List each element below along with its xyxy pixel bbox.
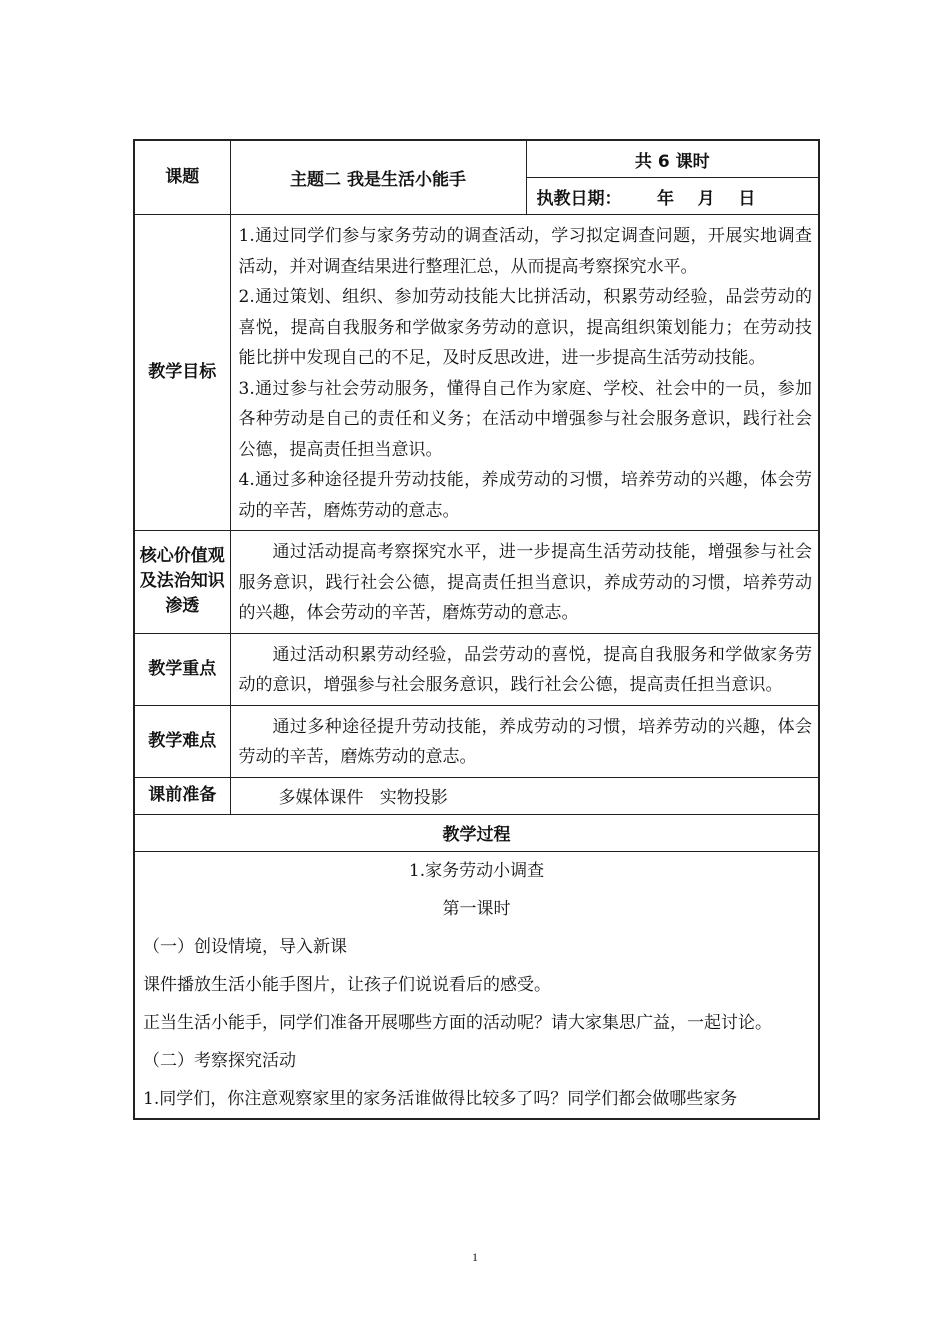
core-values-text: 通过活动提高考察探究水平，进一步提高生活劳动技能，增强参与社会服务意识，践行社会公德，提高责任担当意识，养成劳动的习惯，培养劳动的兴趣，体会劳动的辛苦，磨炼劳动的意志。: [238, 542, 812, 623]
core-values-label: 核心价值观及法治知识渗透: [134, 531, 230, 634]
process-line: 正当生活小能手，同学们准备开展哪些方面的活动呢？请大家集思广益，一起讨论。: [143, 1012, 772, 1033]
unit-title: 1.家务劳动小调查: [408, 860, 545, 881]
objectives-label: 教学目标: [134, 215, 230, 531]
process-line: 1.同学们，你注意观察家里的家务活谁做得比较多了吗？同学们都会做哪些家务: [143, 1088, 738, 1109]
key-points-label: 教学重点: [134, 633, 230, 705]
preparation-label: 课前准备: [134, 777, 230, 814]
lesson-title: 第一课时: [442, 898, 511, 919]
process-line: 课件播放生活小能手图片，让孩子们说说看后的感受。: [143, 974, 551, 995]
objectives-content: [230, 215, 819, 531]
difficulties-text: 通过多种途径提升劳动技能，养成劳动的习惯，培养劳动的兴趣，体会劳动的辛苦，磨炼劳动的意志。: [238, 716, 812, 767]
difficulties-content: [230, 705, 819, 777]
objective-item: 2.通过策划、组织、参加劳动技能大比拼活动，积累劳动经验，品尝劳动的喜悦，提高自我服务和学做家务劳动的意识，提高组织策划能力；在劳动技能比拼中发现自己的不足，及时反思改进，进一步提高生活劳动技能。: [238, 287, 812, 368]
page-number: 1: [472, 1250, 478, 1264]
process-content: [134, 851, 819, 1119]
process-line: （二）考察探究活动: [143, 1050, 296, 1071]
process-heading: 教学过程: [134, 814, 819, 851]
lesson-hours: 共 6 课时: [526, 140, 819, 178]
key-points-text: 通过活动积累劳动经验，品尝劳动的喜悦，提高自我服务和学做家务劳动的意识，增强参与社会服务意识，践行社会公德，提高责任担当意识。: [238, 644, 812, 695]
objective-item: 4.通过多种途径提升劳动技能，养成劳动的习惯，培养劳动的兴趣，体会劳动的辛苦，磨炼劳动的意志。: [238, 470, 812, 521]
difficulties-label: 教学难点: [134, 705, 230, 777]
preparation-text: 多媒体课件 实物投影: [230, 777, 819, 814]
topic-value: 主题二 我是生活小能手: [230, 140, 526, 215]
lesson-plan-table: [133, 139, 820, 1120]
process-line: （一）创设情境，导入新课: [143, 936, 347, 957]
objective-item: 3.通过参与社会劳动服务，懂得自己作为家庭、学校、社会中的一员，参加各种劳动是自己的责任和义务；在活动中增强参与社会服务意识，践行社会公德，提高责任担当意识。: [238, 378, 812, 460]
objective-item: 1.通过同学们参与家务劳动的调查活动，学习拟定调查问题，开展实地调查活动，并对调查结果进行整理汇总，从而提高考察探究水平。: [238, 226, 812, 277]
topic-label: 课题: [134, 140, 230, 215]
core-values-content: [230, 531, 819, 634]
teaching-date: 执教日期： 年 月 日: [526, 178, 819, 215]
key-points-content: [230, 633, 819, 705]
